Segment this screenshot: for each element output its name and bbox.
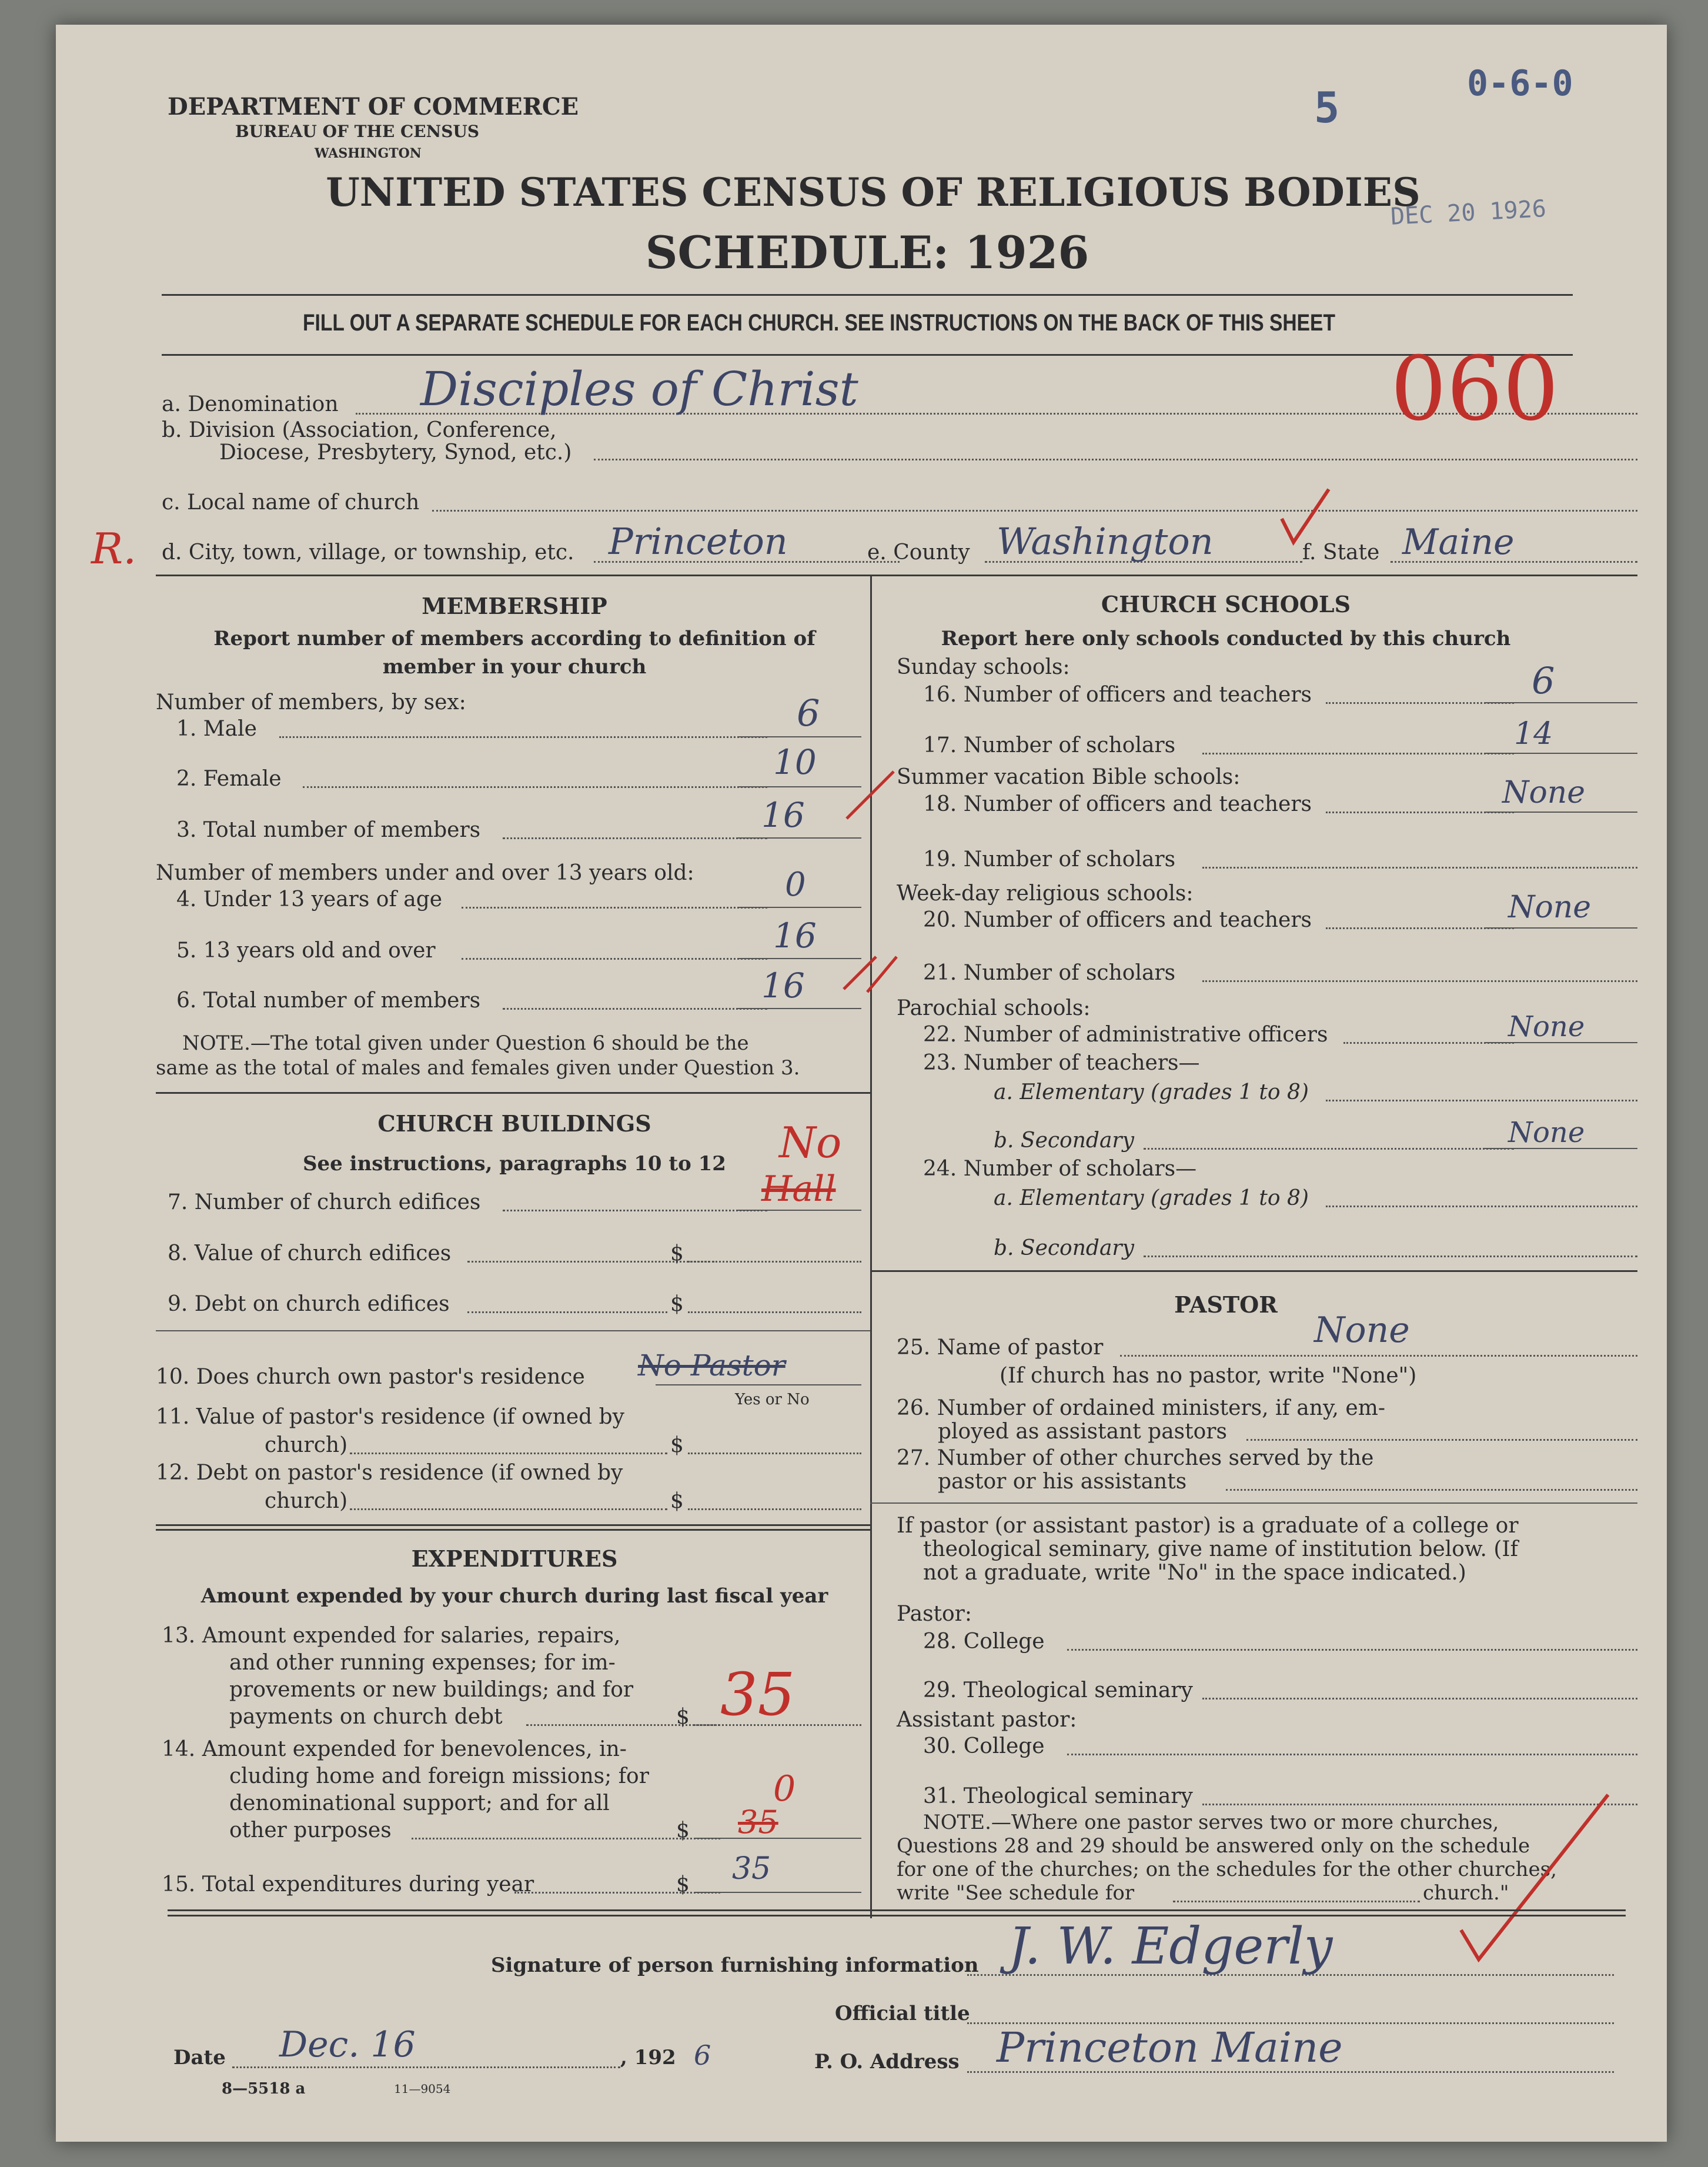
q25-hint: (If church has no pastor, write "None") xyxy=(1000,1364,1417,1388)
q6-total-value[interactable]: 16 xyxy=(761,966,805,1006)
official-title-label: Official title xyxy=(835,2002,970,2025)
buildings-heading: CHURCH BUILDINGS xyxy=(377,1110,651,1137)
summer-schools-label: Summer vacation Bible schools: xyxy=(897,765,1241,789)
washington-label: WASHINGTON xyxy=(315,146,422,161)
q4-label: 4. Under 13 years of age xyxy=(176,887,443,911)
note-check-mark xyxy=(1461,1795,1608,1959)
county-check-mark xyxy=(1282,489,1329,542)
q6-check-mark xyxy=(844,957,897,992)
q18-value[interactable]: None xyxy=(1502,775,1586,810)
q21-label: 21. Number of scholars xyxy=(923,961,1176,985)
q11-dollar: $ xyxy=(670,1433,684,1457)
q16-value[interactable]: 6 xyxy=(1532,659,1555,702)
red-check-marks xyxy=(56,25,1667,2142)
graduate-note-3: not a graduate, write "No" in the space indicated.) xyxy=(923,1561,1466,1585)
margin-r-mark: R. xyxy=(91,524,137,573)
by-age-label: Number of members under and over 13 years old: xyxy=(156,861,694,885)
q28-label: 28. College xyxy=(923,1630,1045,1654)
parochial-schools-label: Parochial schools: xyxy=(897,996,1091,1020)
stamp-code: 0-6-0 xyxy=(1467,63,1573,104)
denomination-value[interactable]: Disciples of Christ xyxy=(420,362,858,416)
q24b-label: b. Secondary xyxy=(994,1236,1134,1260)
q14-dollar: $ xyxy=(676,1818,690,1842)
q7-struck-hall: Hall xyxy=(761,1168,836,1210)
pastor-note-1: NOTE.—Where one pastor serves two or more churches, xyxy=(923,1811,1499,1834)
q14-value[interactable]: 0 xyxy=(773,1768,796,1809)
q7-red-no: No xyxy=(779,1118,842,1167)
schools-sub: Report here only schools conducted by this church xyxy=(941,627,1511,650)
division-label-line1: b. Division (Association, Conference, xyxy=(162,418,557,442)
q11-label-2: church) xyxy=(265,1433,348,1457)
pastor-note-5: church." xyxy=(1423,1881,1509,1905)
red-code-annotation: 060 xyxy=(1391,338,1559,440)
q14-label-2: cluding home and foreign missions; for xyxy=(229,1764,649,1788)
date-label: Date xyxy=(173,2046,226,2069)
q15-value[interactable]: 35 xyxy=(732,1851,771,1886)
q9-label: 9. Debt on church edifices xyxy=(168,1292,450,1316)
q5-over13-value[interactable]: 16 xyxy=(773,916,817,956)
membership-note-2: same as the total of males and females given under Question 3. xyxy=(156,1056,800,1080)
schedule-title: SCHEDULE: 1926 xyxy=(645,226,1089,279)
q27-label-2: pastor or his assistants xyxy=(938,1470,1187,1494)
form-title: UNITED STATES CENSUS OF RELIGIOUS BODIES xyxy=(326,169,1420,215)
pastor-note-4: write "See schedule for xyxy=(897,1881,1135,1905)
year-value[interactable]: 6 xyxy=(694,2039,711,2071)
year-prefix: , 192 xyxy=(620,2046,676,2069)
q27-label-1: 27. Number of other churches served by the xyxy=(897,1446,1374,1470)
city-label: d. City, town, village, or township, etc. xyxy=(162,540,574,565)
stamp-number: 5 xyxy=(1314,83,1340,132)
expenditures-sub: Amount expended by your church during last fiscal year xyxy=(200,1584,828,1608)
q13-label-4: payments on church debt xyxy=(229,1705,503,1729)
date-value[interactable]: Dec. 16 xyxy=(279,2024,416,2065)
buildings-sub: See instructions, paragraphs 10 to 12 xyxy=(303,1152,726,1176)
signature-value[interactable]: J. W. Edgerly xyxy=(1008,1917,1333,1976)
pastor-subhead: Pastor: xyxy=(897,1602,972,1626)
q14-label-1: 14. Amount expended for benevolences, in- xyxy=(162,1737,627,1761)
q7-label: 7. Number of church edifices xyxy=(168,1190,481,1214)
membership-note-1: NOTE.—The total given under Question 6 should be the xyxy=(182,1031,749,1055)
q14-label-4: other purposes xyxy=(229,1818,392,1842)
q3-check-mark xyxy=(847,772,894,819)
q9-dollar: $ xyxy=(670,1292,684,1316)
assistant-pastor-subhead: Assistant pastor: xyxy=(897,1708,1077,1732)
sunday-schools-label: Sunday schools: xyxy=(897,655,1070,679)
q13-value[interactable]: 35 xyxy=(720,1660,795,1729)
q13-label-3: provements or new buildings; and for xyxy=(229,1678,634,1702)
q26-label-2: ployed as assistant pastors xyxy=(938,1420,1227,1444)
state-label: f. State xyxy=(1302,540,1380,565)
q4-under13-value[interactable]: 0 xyxy=(785,866,806,904)
q3-total-value[interactable]: 16 xyxy=(761,795,805,835)
membership-heading: MEMBERSHIP xyxy=(422,593,607,619)
q17-label: 17. Number of scholars xyxy=(923,733,1176,757)
q3-label: 3. Total number of members xyxy=(176,818,481,842)
denomination-label: a. Denomination xyxy=(162,392,339,416)
graduate-note-1: If pastor (or assistant pastor) is a graduate of a college or xyxy=(897,1514,1519,1538)
q23a-label: a. Elementary (grades 1 to 8) xyxy=(994,1080,1309,1104)
q23b-label: b. Secondary xyxy=(994,1128,1134,1153)
q31-label: 31. Theological seminary xyxy=(923,1784,1193,1808)
q5-label: 5. 13 years old and over xyxy=(176,939,436,963)
division-label-line2: Diocese, Presbytery, Synod, etc.) xyxy=(219,440,572,465)
q16-label: 16. Number of officers and teachers xyxy=(923,683,1312,707)
q23b-value[interactable]: None xyxy=(1508,1116,1585,1149)
q1-male-value[interactable]: 6 xyxy=(797,692,820,734)
q22-value[interactable]: None xyxy=(1508,1010,1585,1043)
q14-label-3: denominational support; and for all xyxy=(229,1791,610,1815)
q25-label: 25. Name of pastor xyxy=(897,1335,1104,1360)
po-address-value[interactable]: Princeton Maine xyxy=(997,2024,1343,2072)
q20-label: 20. Number of officers and teachers xyxy=(923,908,1312,932)
yes-no-hint: Yes or No xyxy=(735,1391,810,1408)
county-label: e. County xyxy=(867,540,970,565)
q22-label: 22. Number of administrative officers xyxy=(923,1023,1328,1047)
fill-out-instruction: FILL OUT A SEPARATE SCHEDULE FOR EACH CHURCH. SEE INSTRUCTIONS ON THE BACK OF THIS SHEET xyxy=(303,310,1335,336)
graduate-note-2: theological seminary, give name of institution below. (If xyxy=(923,1537,1518,1561)
q12-label-1: 12. Debt on pastor's residence (if owned by xyxy=(156,1461,623,1485)
census-schedule-sheet xyxy=(56,25,1667,2142)
print-number: 11—9054 xyxy=(394,2082,451,2096)
q2-female-value[interactable]: 10 xyxy=(773,742,817,782)
expenditures-heading: EXPENDITURES xyxy=(411,1545,618,1572)
pastor-heading: PASTOR xyxy=(1174,1291,1278,1318)
state-value[interactable]: Maine xyxy=(1402,522,1515,563)
q12-dollar: $ xyxy=(670,1489,684,1513)
q13-label-1: 13. Amount expended for salaries, repairs, xyxy=(162,1624,621,1648)
q14-struck-value: 35 xyxy=(738,1804,778,1841)
q15-label: 15. Total expenditures during year xyxy=(162,1872,534,1896)
membership-sub-2: member in your church xyxy=(382,655,647,679)
by-sex-label: Number of members, by sex: xyxy=(156,690,466,714)
county-value[interactable]: Washington xyxy=(997,520,1214,563)
q8-label: 8. Value of church edifices xyxy=(168,1241,452,1266)
q15-dollar: $ xyxy=(676,1872,690,1896)
weekday-schools-label: Week-day religious schools: xyxy=(897,882,1194,906)
q2-label: 2. Female xyxy=(176,767,282,791)
city-value[interactable]: Princeton xyxy=(609,520,788,563)
q23-label: 23. Number of teachers— xyxy=(923,1051,1200,1075)
signature-label: Signature of person furnishing information xyxy=(491,1954,979,1977)
q10-value[interactable]: No Pastor xyxy=(638,1348,786,1383)
q11-label-1: 11. Value of pastor's residence (if owned by xyxy=(156,1405,625,1429)
pastor-note-3: for one of the churches; on the schedules for the other churches, xyxy=(897,1858,1557,1881)
membership-sub-1: Report number of members according to definition of xyxy=(213,627,815,650)
q17-value[interactable]: 14 xyxy=(1514,716,1553,752)
form-number: 8—5518 a xyxy=(222,2080,306,2098)
q12-label-2: church) xyxy=(265,1489,348,1513)
q10-label: 10. Does church own pastor's residence xyxy=(156,1365,585,1389)
q29-label: 29. Theological seminary xyxy=(923,1678,1193,1702)
q1-label: 1. Male xyxy=(176,717,257,741)
q20-value[interactable]: None xyxy=(1508,890,1592,925)
bureau-label: BUREAU OF THE CENSUS xyxy=(235,122,480,141)
q18-label: 18. Number of officers and teachers xyxy=(923,792,1312,816)
q6-label: 6. Total number of members xyxy=(176,989,481,1013)
pastor-note-2: Questions 28 and 29 should be answered only on the schedule xyxy=(897,1834,1530,1858)
department-label: DEPARTMENT OF COMMERCE xyxy=(168,93,579,121)
q26-label-1: 26. Number of ordained ministers, if any, em- xyxy=(897,1396,1385,1420)
local-name-label: c. Local name of church xyxy=(162,490,420,515)
q25-value[interactable]: None xyxy=(1314,1310,1410,1351)
po-address-label: P. O. Address xyxy=(814,2050,960,2073)
q24-label: 24. Number of scholars— xyxy=(923,1157,1197,1181)
q19-label: 19. Number of scholars xyxy=(923,847,1176,872)
q8-dollar: $ xyxy=(670,1241,684,1266)
schools-heading: CHURCH SCHOOLS xyxy=(1101,591,1351,617)
q13-dollar: $ xyxy=(676,1705,690,1729)
q30-label: 30. College xyxy=(923,1734,1045,1758)
q13-label-2: and other running expenses; for im- xyxy=(229,1651,616,1675)
received-date-stamp: DEC 20 1926 xyxy=(1389,195,1547,231)
q24a-label: a. Elementary (grades 1 to 8) xyxy=(994,1186,1309,1210)
